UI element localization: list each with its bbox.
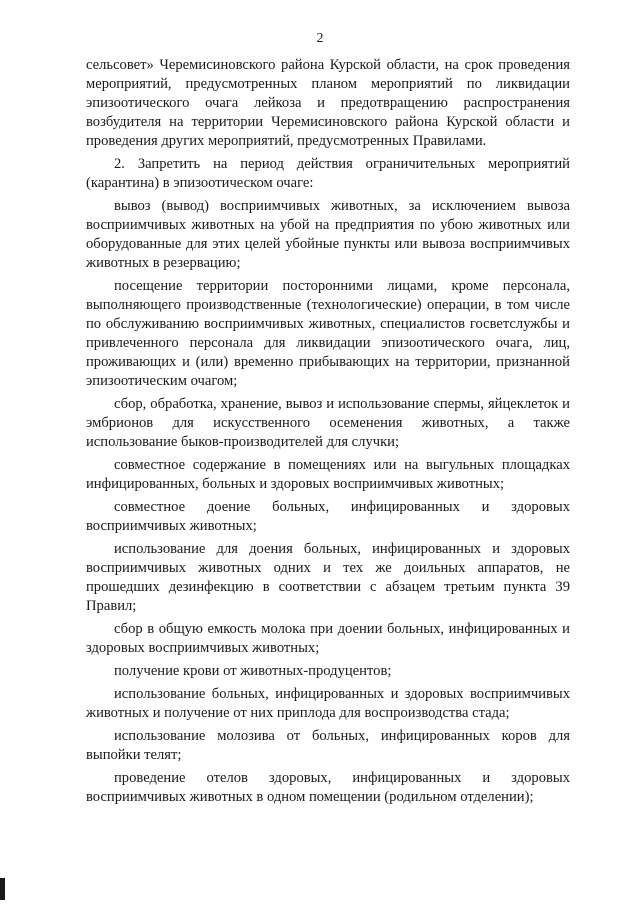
page-number: 2 [316, 31, 324, 46]
list-item-milk-collection: сбор в общую емкость молока при доении больных, инфицированных и здоровых восприимчивых животных; [86, 621, 570, 656]
list-item-calving: проведение отелов здоровых, инфицированных и здоровых восприимчивых животных в одном помещении (родильном отделении); [86, 770, 570, 805]
list-item-colostrum-use: использование молозива от больных, инфицированных коров для выпойки телят; [86, 728, 570, 763]
list-item-blood-collection: получение крови от животных-продуцентов; [114, 663, 392, 679]
document-body [86, 56, 570, 811]
list-item-milking-machines: использование для доения больных, инфицированных и здоровых восприимчивых животных одних и тех же доильных аппаратов, не прошедших дезинфекцию в соответствии с абзацем третьим пункта 39 Правил; [86, 541, 570, 614]
scan-edge-mark [0, 878, 5, 900]
list-item-joint-milking: совместное доение больных, инфицированных и здоровых восприимчивых животных; [86, 499, 570, 534]
paragraph-intro-continuation: сельсовет» Черемисиновского района Курской области, на срок проведения мероприятий, предусмотренных планом мероприятий по ликвидации эпизоотического очага лейкоза и предотвращению распространения возбудителя на территории Черемисиновского района Курской области и проведения других мероприятий, предусмотренных Правилами. [86, 57, 570, 149]
list-item-outsider-visits: посещение территории посторонними лицами, кроме персонала, выполняющего производственные (технологические) операции, в том числе по обслуживанию восприимчивых животных, специалистов госветслужбы и привлеченного персонала для ликвидации эпизоотического очага, лиц, проживающих и (или) временно прибывающих на территории, признанной эпизоотическим очагом; [86, 278, 570, 389]
list-item-joint-housing: совместное содержание в помещениях или на выгульных площадках инфицированных, больных и здоровых восприимчивых животных; [86, 457, 570, 492]
list-item-breeding-use: использование больных, инфицированных и здоровых восприимчивых животных и получение от них приплода для воспроизводства стада; [86, 686, 570, 721]
paragraph-prohibition-heading: 2. Запретить на период действия ограничительных мероприятий (карантина) в эпизоотическом очаге: [86, 156, 570, 191]
list-item-animal-export: вывоз (вывод) восприимчивых животных, за исключением вывоза восприимчивых животных на убой на предприятия по убою животных или оборудованные для этих целей убойные пункты или вывоза восприимчивых животных в резервацию; [86, 198, 570, 271]
list-item-semen-collection: сбор, обработка, хранение, вывоз и использование спермы, яйцеклеток и эмбрионов для искусственного осеменения животных, а также использование быков-производителей для случки; [86, 396, 570, 450]
